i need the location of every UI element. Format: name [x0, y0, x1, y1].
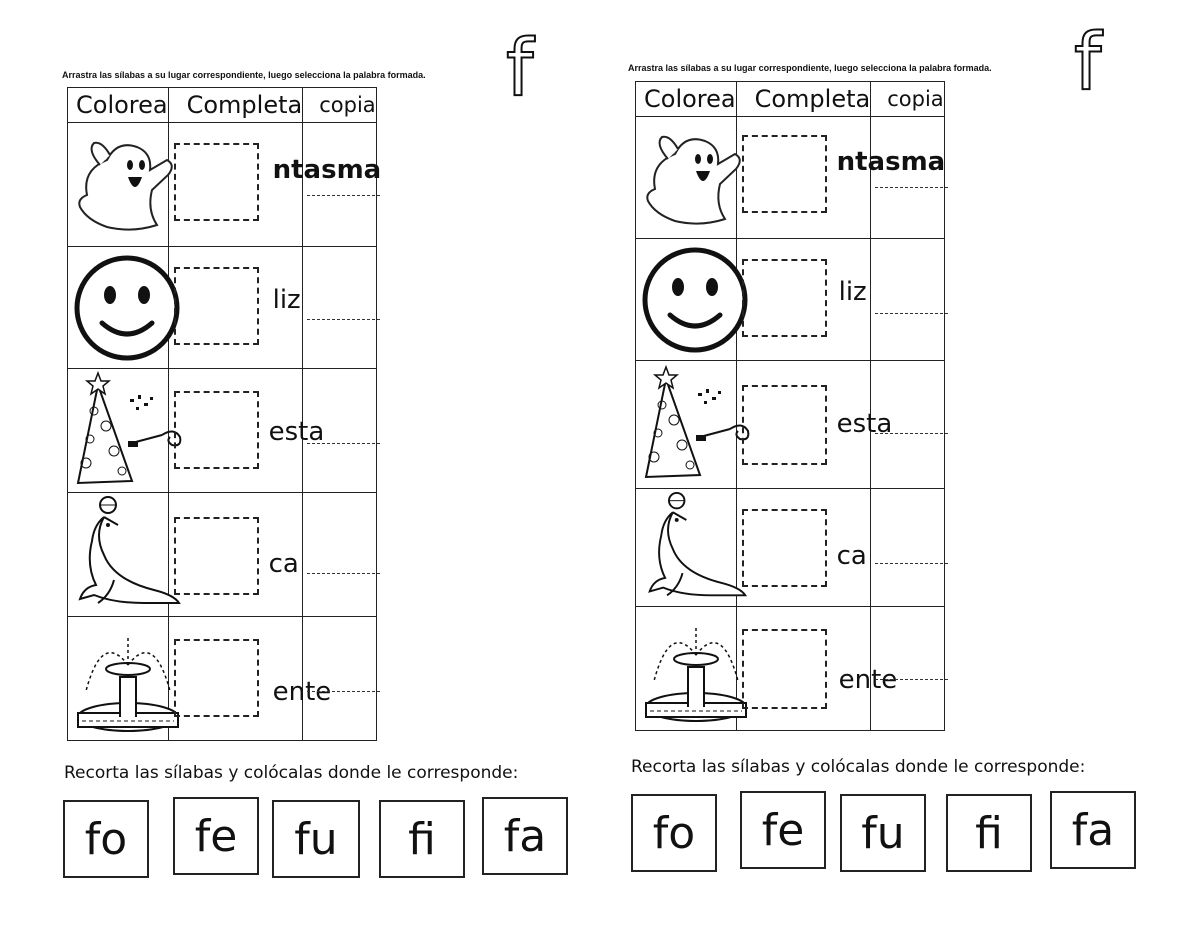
drop-zone[interactable] [174, 267, 259, 345]
syllable-card[interactable]: fa [482, 797, 568, 875]
complete-cell [736, 489, 871, 607]
smiley-face-icon [640, 245, 750, 355]
header-colorea: Colorea [68, 88, 169, 123]
instruction-text: Arrastra las sílabas a su lugar correspondiente, luego selecciona la palabra formada. [628, 63, 992, 73]
drop-zone[interactable] [174, 143, 259, 221]
drop-zone[interactable] [174, 517, 259, 595]
drop-zone[interactable] [742, 135, 827, 213]
picture-cell [636, 361, 737, 489]
word-fragment: liz [838, 277, 867, 307]
complete-cell [736, 117, 946, 239]
drop-zone[interactable] [174, 391, 259, 469]
picture-cell [68, 123, 169, 247]
copy-line[interactable] [875, 563, 947, 564]
word-fragment: ntasma [836, 147, 946, 177]
copy-line[interactable] [307, 691, 379, 692]
header-completa: Completa [168, 88, 303, 123]
syllable-card[interactable]: fu [840, 794, 926, 872]
picture-cell [636, 117, 737, 239]
word-fragment: esta [836, 409, 893, 439]
header-colorea: Colorea [636, 82, 737, 117]
worksheet-table [635, 81, 945, 731]
header-completa: Completa [736, 82, 871, 117]
syllable-card[interactable]: fe [740, 791, 826, 869]
complete-cell [168, 123, 382, 247]
copy-cell [303, 247, 376, 369]
picture-cell [68, 617, 169, 741]
copy-cell [303, 123, 376, 247]
picture-cell [68, 493, 169, 617]
picture-cell [636, 239, 737, 361]
copy-cell [303, 369, 376, 493]
picture-cell [68, 247, 169, 369]
copy-cell [871, 239, 944, 361]
word-fragment: ca [268, 549, 299, 579]
syllable-card[interactable]: fi [379, 800, 465, 878]
complete-cell [168, 617, 332, 741]
instruction-text: Arrastra las sílabas a su lugar correspondiente, luego selecciona la palabra formada. [62, 70, 426, 80]
copy-cell [303, 617, 376, 741]
drop-zone[interactable] [742, 385, 827, 465]
complete-cell [736, 361, 893, 489]
header-copia: copia [303, 88, 376, 123]
copy-line[interactable] [875, 679, 947, 680]
word-fragment: ca [836, 541, 867, 571]
cut-instruction: Recorta las sílabas y colócalas donde le corresponde: [631, 757, 1086, 777]
copy-cell [871, 489, 944, 607]
complete-cell [168, 369, 325, 493]
ghost-icon [640, 129, 750, 229]
picture-cell [636, 489, 737, 607]
picture-cell [68, 369, 169, 493]
copy-cell [871, 361, 944, 489]
letter-f-outline: f [1074, 18, 1102, 108]
copy-line[interactable] [875, 313, 947, 314]
complete-cell [168, 493, 303, 617]
word-fragment: ente [838, 665, 898, 695]
word-fragment: liz [272, 285, 301, 315]
copy-cell [871, 117, 944, 239]
copy-line[interactable] [875, 187, 947, 188]
picture-cell [636, 607, 737, 731]
copy-line[interactable] [307, 443, 379, 444]
copy-line[interactable] [307, 195, 379, 196]
cut-instruction: Recorta las sílabas y colócalas donde le corresponde: [64, 763, 519, 783]
smiley-face-icon [72, 253, 182, 363]
drop-zone[interactable] [742, 629, 827, 709]
syllable-card[interactable]: fo [631, 794, 717, 872]
header-copia: copia [871, 82, 944, 117]
drop-zone[interactable] [174, 639, 259, 717]
syllable-card[interactable]: fe [173, 797, 259, 875]
complete-cell [736, 239, 871, 361]
complete-cell [736, 607, 898, 731]
copy-cell [303, 493, 376, 617]
copy-cell [871, 607, 944, 731]
copy-line[interactable] [307, 319, 379, 320]
letter-f-outline: f [506, 24, 534, 114]
drop-zone[interactable] [742, 259, 827, 337]
word-fragment: ente [272, 677, 332, 707]
drop-zone[interactable] [742, 509, 827, 587]
syllable-card[interactable]: fu [272, 800, 360, 878]
syllable-card[interactable]: fa [1050, 791, 1136, 869]
syllable-card[interactable]: fi [946, 794, 1032, 872]
complete-cell [168, 247, 303, 369]
copy-line[interactable] [307, 573, 379, 574]
ghost-icon [72, 135, 182, 235]
word-fragment: esta [268, 417, 325, 447]
syllable-card[interactable]: fo [63, 800, 149, 878]
worksheet-table [67, 87, 382, 741]
copy-line[interactable] [875, 433, 947, 434]
word-fragment: ntasma [272, 155, 382, 185]
